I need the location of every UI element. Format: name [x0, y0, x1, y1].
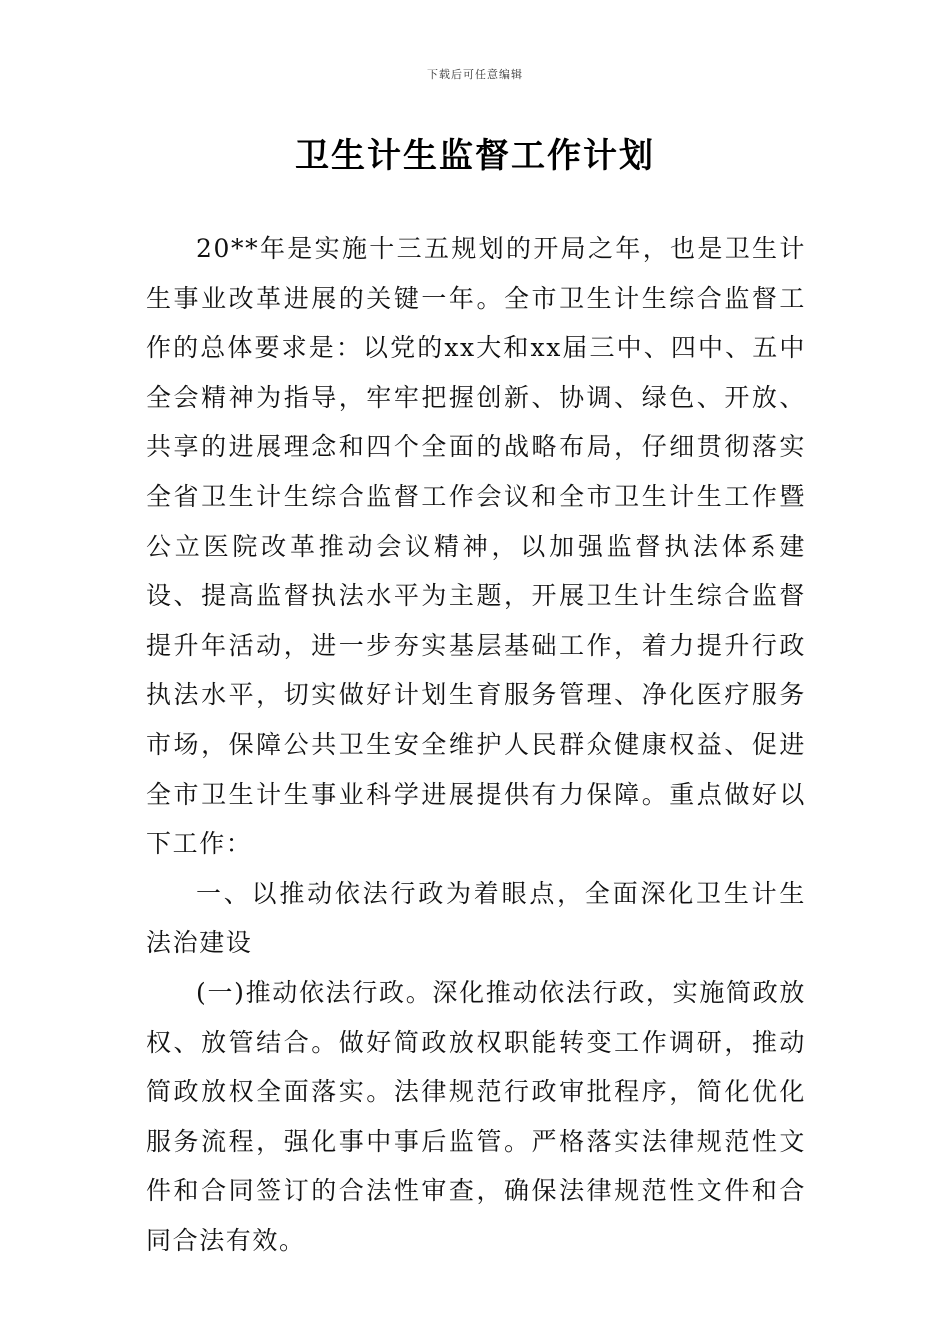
header-note: 下载后可任意编辑	[427, 68, 523, 81]
paragraph-section-1-1: (一)推动依法行政。深化推动依法行政，实施简政放权、放管结合。做好简政放权职能转变工作调研，推动简政放权全面落实。法律规范行政审批程序，简化优化服务流程，强化事中事后监管。严格落实法律规范性文件和合同签订的合法性审查，确保法律规范性文件和合同合法有效。	[146, 977, 806, 1255]
paragraph-intro: 20**年是实施十三五规划的开局之年，也是卫生计生事业改革进展的关键一年。全市卫生计生综合监督工作的总体要求是：以党的xx大和xx届三中、四中、五中全会精神为指导，牢牢把握创新、协调、绿色、开放、共享的进展理念和四个全面的战略布局，仔细贯彻落实全省卫生计生综合监督工作会议和全市卫生计生工作暨公立医院改革推动会议精神，以加强监督执法体系建设、提高监督执法水平为主题，开展卫生计生综合监督提升年活动，进一步夯实基层基础工作，着力提升行政执法水平，切实做好计划生育服务管理、净化医疗服务市场，保障公共卫生安全维护人民群众健康权益、促进全市卫生计生事业科学进展提供有力保障。重点做好以下工作：	[146, 234, 806, 859]
document-body	[146, 224, 806, 1265]
document-title: 卫生计生监督工作计划	[295, 136, 655, 176]
section-heading-1: 一、以推动依法行政为着眼点，全面深化卫生计生法治建设	[146, 878, 806, 958]
